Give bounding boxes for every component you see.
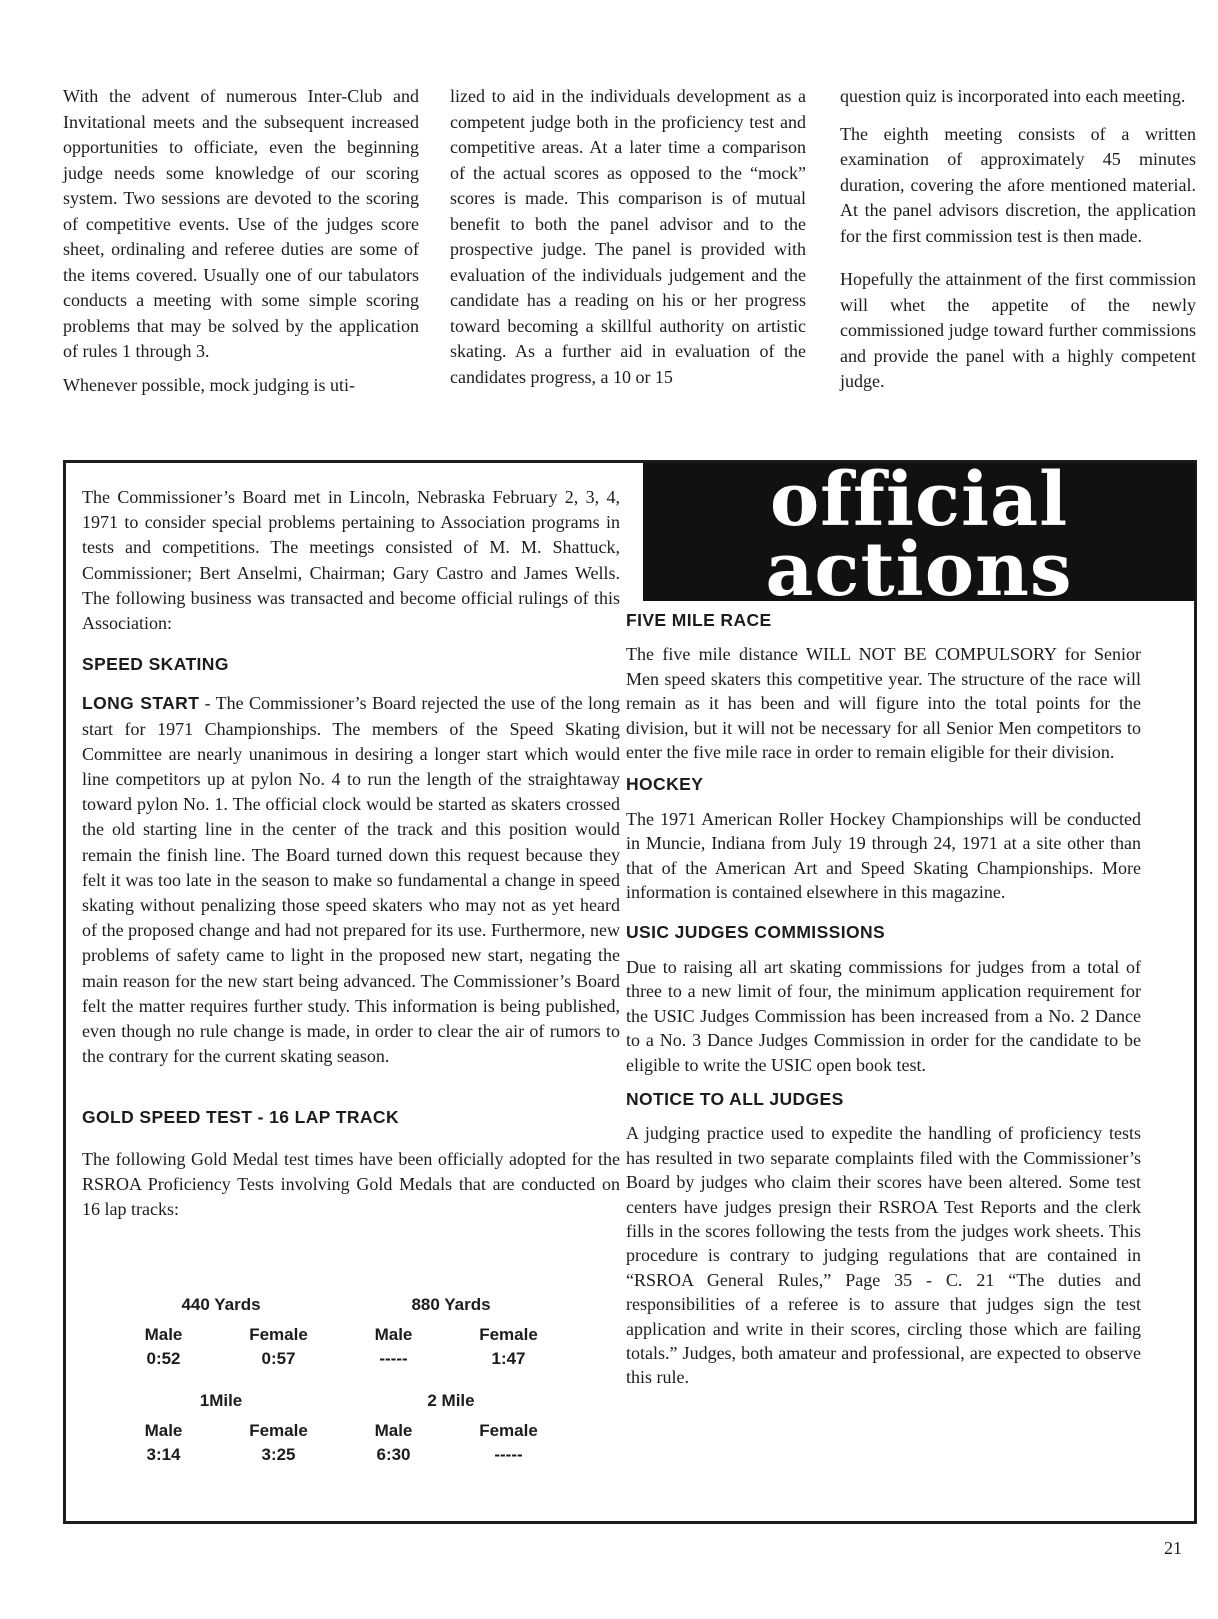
female-header: Female [249, 1325, 308, 1344]
top-column-3 [840, 84, 1196, 403]
time-cell: ----- [494, 1445, 523, 1464]
time-cell: 0:52 [146, 1349, 181, 1368]
notice-to-judges-heading: NOTICE TO ALL JUDGES [626, 1088, 844, 1109]
paragraph: lized to aid in the individuals development as a competent judge both in the proficiency test and competitive areas. At a later time a comparison of the actual scores as opposed to the “mock” scores is made. This comparison is of mutual benefit to both the panel advisor and to the prospective judge. The panel is provided with evaluation of the individuals judgement and the candidate has a reading on his or her progress toward becoming a skillful authority on artistic skating. As a further aid in evaluation of the candidates progress, a 10 or 15 [450, 86, 806, 387]
official-actions-right-column [626, 608, 1141, 1390]
distance-label: 440 Yards [181, 1295, 261, 1314]
hockey-paragraph: The 1971 American Roller Hockey Championships will be conducted in Muncie, Indiana from July 19 through 24, 1971 at a site other than that of the American Art and Speed Skating Championships. More information is contained elsewhere in this magazine. [626, 808, 1141, 903]
female-header: Female [479, 1325, 538, 1344]
paragraph: With the advent of numerous Inter-Club and Invitational meets and the subsequent increased opportunities to officiate, even the beginning judge needs some knowledge of our scoring system. Two sessions are devoted to the scoring of competitive events. Use of the judges score sheet, ordinaling and referee duties are some of the items covered. Usually one of our tabulators conducts a meeting with some simple scoring problems that may be solved by the application of rules 1 through 3. [63, 86, 419, 361]
top-column-1 [63, 84, 419, 406]
long-start-heading: LONG START [82, 693, 200, 714]
male-header: Male [374, 1325, 413, 1344]
five-mile-race-paragraph: The five mile distance WILL NOT BE COMPULSORY for Senior Men speed skaters this competitive year. The structure of the race will remain as it has been and will figure into the total points for the division, but it will not be necessary for all Senior Men competitors to enter the five mile race in order to remain eligible for their division. [626, 644, 1141, 763]
male-header: Male [144, 1421, 183, 1440]
official-actions-left-column [82, 485, 620, 1222]
paragraph: Hopefully the attainment of the first commission will whet the appetite of the newly commissioned judge toward further commissions and provide the panel with a highly competent judge. [840, 269, 1196, 391]
time-cell: ----- [379, 1349, 408, 1368]
paragraph: Whenever possible, mock judging is uti- [63, 374, 355, 395]
usic-judges-paragraph: Due to raising all art skating commissions for judges from a total of three to a new limit of four, the minimum application requirement for the USIC Judges Commission has been increased from a No. 2 Dance to a No. 3 Dance Judges Commission in order for the candidate to be eligible to write the USIC open book test. [626, 956, 1141, 1075]
gold-times-table-yards [106, 1293, 566, 1371]
paragraph: The eighth meeting consists of a written examination of approximately 45 minutes duration, covering the afore mentioned material. At the panel advisors discretion, the application for the first commission test is then made. [840, 123, 1196, 246]
banner-line-2: actions [765, 527, 1073, 613]
time-cell: 0:57 [261, 1349, 296, 1368]
long-start-text: - The Commissioner’s Board rejected the use of the long start for 1971 Championships. The members of the Speed Skating Committee are nearly unanimous in desiring a longer start which would line competitors up at pylon No. 4 to run the length of the straightaway toward pylon No. 1. The official clock would be started as skaters crossed the old starting line in the center of the track and this position would remain the finish line. The Board turned down this request because they felt it was too late in the season to make so fundamental a change in speed skating without penalizing those speed skaters who may not as yet heard of the proposed change and had not prepared for its use. Furthermore, new problems of safety came to light in the proposed new start, negating the main reason for the new start being advanced. The Commissioner’s Board felt the matter requires further study. This information is being published, even though no rule change is made, in order to clear the air of rumors to the contrary for the current skating season. [82, 693, 620, 1067]
usic-judges-heading: USIC JUDGES COMMISSIONS [626, 922, 886, 943]
intro-paragraph: The Commissioner’s Board met in Lincoln, Nebraska February 2, 3, 4, 1971 to consider special problems pertaining to Association programs in tests and competitions. The meetings consisted of M. M. Shattuck, Commissioner; Bert Anselmi, Chairman; Gary Castro and James Wells. The following business was transacted and become official rulings of this Association: [82, 487, 620, 634]
time-cell: 1:47 [491, 1349, 526, 1368]
speed-skating-heading: SPEED SKATING [82, 654, 229, 675]
distance-label: 2 Mile [427, 1391, 475, 1410]
male-header: Male [374, 1421, 413, 1440]
banner-line-1: official [769, 457, 1069, 543]
male-header: Male [144, 1325, 183, 1344]
gold-speed-test-heading: GOLD SPEED TEST - 16 LAP TRACK [82, 1107, 399, 1128]
female-header: Female [249, 1421, 308, 1440]
long-start-paragraph [82, 691, 620, 1069]
paragraph: question quiz is incorporated into each meeting. [840, 86, 1186, 106]
distance-label: 1Mile [199, 1391, 243, 1410]
gold-speed-test-paragraph: The following Gold Medal test times have been officially adopted for the RSROA Proficiency Tests involving Gold Medals that are conducted on 16 lap tracks: [82, 1148, 620, 1220]
official-actions-banner [643, 457, 1195, 613]
distance-label: 880 Yards [411, 1295, 491, 1314]
female-header: Female [479, 1421, 538, 1440]
hockey-heading: HOCKEY [626, 774, 704, 795]
time-cell: 3:14 [146, 1445, 181, 1464]
official-actions-box [63, 457, 1197, 1524]
gold-times-table-miles [106, 1389, 566, 1467]
time-cell: 6:30 [376, 1445, 411, 1464]
notice-to-judges-paragraph: A judging practice used to expedite the handling of proficiency tests has resulted in two separate complaints filed with the Commissioner’s Board by judges who claim their scores have been altered. Some test centers have judges presign their RSROA Test Reports and the clerk fills in the scores following the tests from the judges work sheets. This procedure is contrary to judging regulations that are contained in “RSROA General Rules,” Page 35 - C. 21 “The duties and responsibilities of a referee is to assure that judges sign the test application and write in their scores, circling those which are failing totals.” Judges, both amateur and professional, are expected to observe this rule. [626, 1123, 1141, 1388]
top-column-2 [450, 84, 806, 398]
five-mile-race-heading: FIVE MILE RACE [626, 610, 772, 630]
time-cell: 3:25 [261, 1445, 296, 1464]
page-number: 21 [1164, 1538, 1182, 1558]
